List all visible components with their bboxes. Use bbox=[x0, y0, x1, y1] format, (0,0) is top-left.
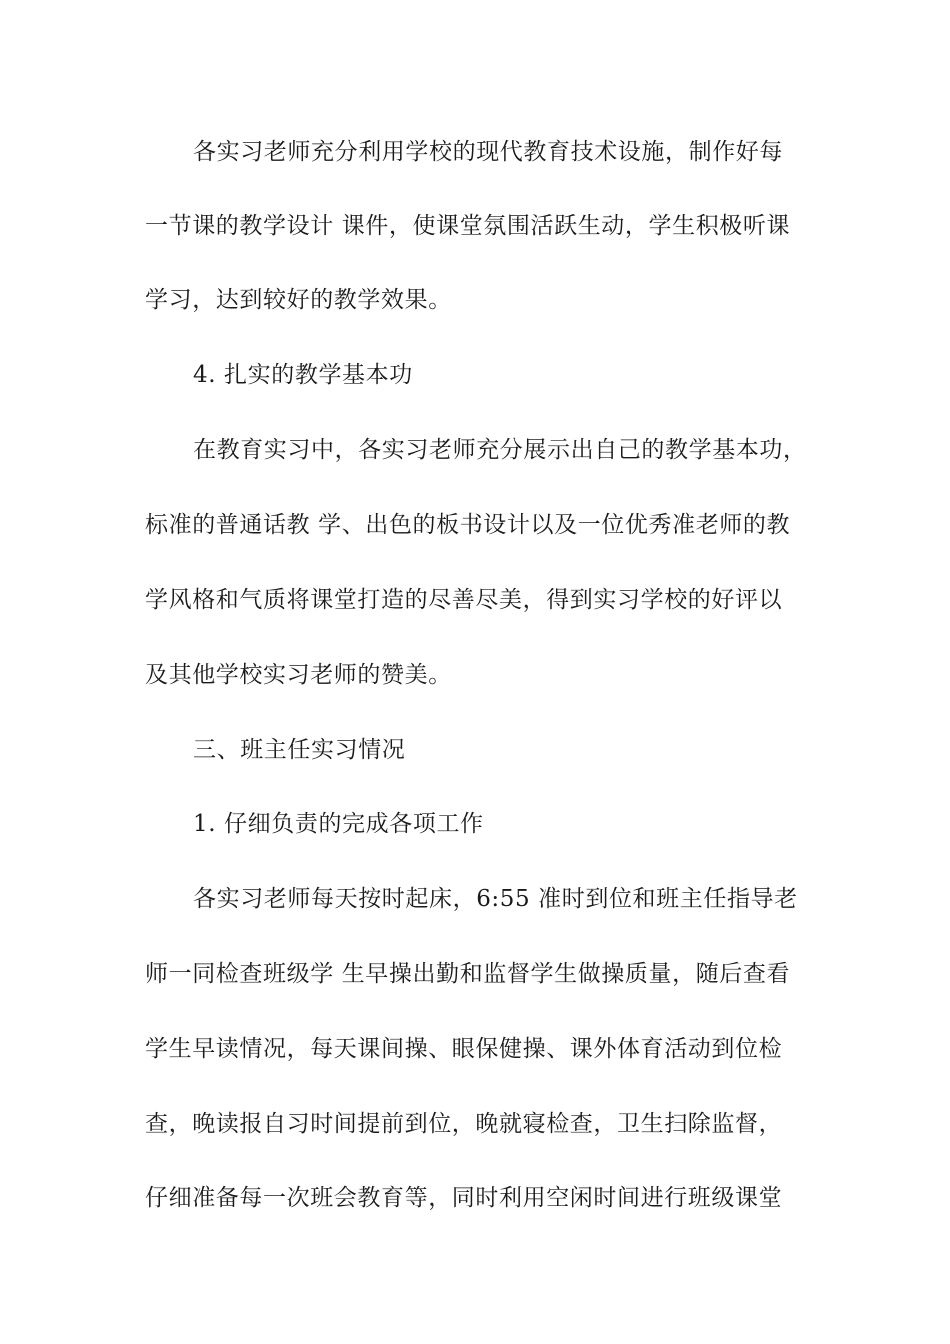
paragraph-line: 及其他学校实习老师的赞美。 bbox=[145, 662, 452, 688]
paragraph-line: 学生早读情况，每天课间操、眼保健操、课外体育活动到位检 bbox=[145, 1036, 783, 1062]
paragraph-line: 在教育实习中，各实习老师充分展示出自己的教学基本功， bbox=[193, 437, 807, 463]
paragraph-line: 仔细准备每一次班会教育等，同时利用空闲时间进行班级课堂 bbox=[145, 1185, 783, 1211]
paragraph-line: 各实习老师每天按时起床，6:55 准时到位和班主任指导老 bbox=[193, 886, 798, 912]
paragraph-line: 学习，达到较好的教学效果。 bbox=[145, 287, 452, 313]
section-heading: 三、班主任实习情况 bbox=[193, 737, 406, 763]
paragraph-line: 查，晚读报自习时间提前到位，晚就寝检查，卫生扫除监督， bbox=[145, 1111, 783, 1137]
section-heading: 4. 扎实的教学基本功 bbox=[193, 362, 413, 388]
paragraph-line: 一节课的教学设计 课件，使课堂氛围活跃生动，学生积极听课 bbox=[145, 213, 791, 239]
section-heading: 1. 仔细负责的完成各项工作 bbox=[193, 811, 484, 837]
paragraph-line: 标准的普通话教 学、出色的板书设计以及一位优秀准老师的教 bbox=[145, 512, 791, 538]
paragraph-line: 各实习老师充分利用学校的现代教育技术设施，制作好每 bbox=[193, 139, 783, 165]
paragraph-line: 师一同检查班级学 生早操出勤和监督学生做操质量，随后查看 bbox=[145, 961, 791, 987]
paragraph-line: 学风格和气质将课堂打造的尽善尽美，得到实习学校的好评以 bbox=[145, 587, 783, 613]
